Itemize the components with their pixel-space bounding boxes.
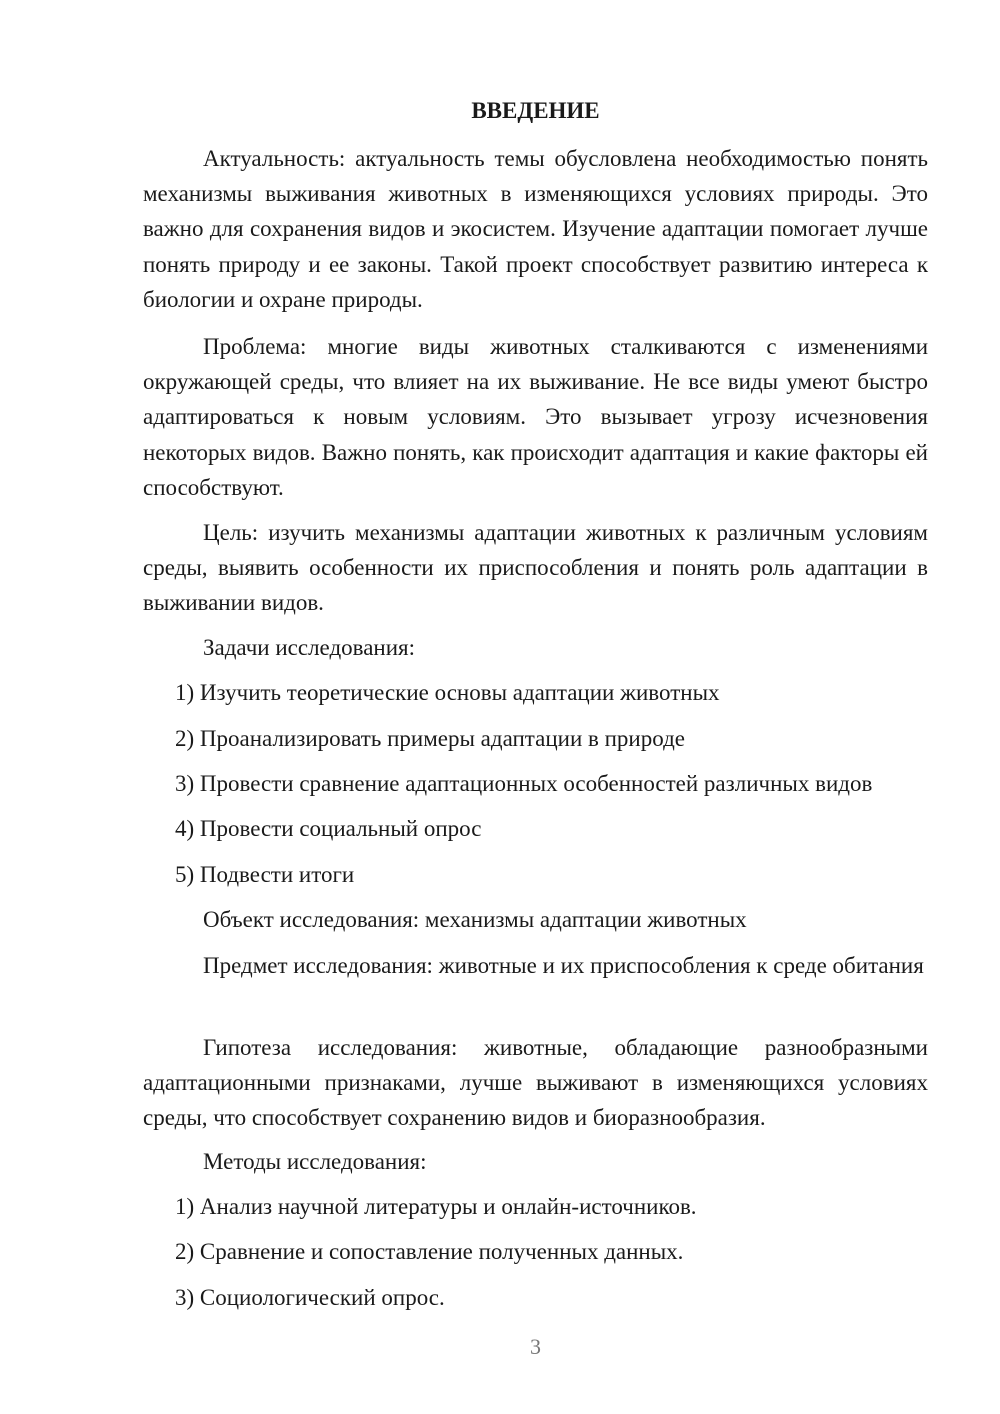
task-item: 5) Подвести итоги — [175, 862, 355, 887]
method-item: 2) Сравнение и сопоставление полученных данных. — [175, 1239, 684, 1264]
task-item: 2) Проанализировать примеры адаптации в природе — [175, 726, 685, 751]
hypothesis-paragraph: Гипотеза исследования: животные, обладающие разнообразными адаптационными признаками, лучше выживают в изменяющихся условиях среды, что способствует сохранению видов и биоразнообразия. — [143, 1035, 928, 1131]
relevance-paragraph: Актуальность: актуальность темы обусловлена необходимостью понять механизмы выживания животных в изменяющихся условиях природы. Это важно для сохранения видов и экосистем. Изучение адаптации помогает лучше понять природу и ее законы. Такой проект способствует развитию интереса к биологии и охране природы. — [143, 146, 928, 312]
method-item: 1) Анализ научной литературы и онлайн-источников. — [175, 1194, 697, 1219]
method-item: 3) Социологический опрос. — [175, 1285, 445, 1310]
page-number: 3 — [530, 1334, 541, 1359]
problem-paragraph: Проблема: многие виды животных сталкиваются с изменениями окружающей среды, что влияет на их выживание. Не все виды умеют быстро адаптироваться к новым условиям. Это вызывает угрозу исчезновения некоторых видов. Важно понять, как происходит адаптация и какие факторы ей способствуют. — [143, 334, 928, 500]
object-paragraph: Объект исследования: механизмы адаптации животных — [203, 907, 747, 932]
goal-paragraph: Цель: изучить механизмы адаптации животных к различным условиям среды, выявить особенности их приспособления и понять роль адаптации в выживании видов. — [143, 520, 928, 616]
tasks-heading: Задачи исследования: — [203, 635, 416, 660]
document-page — [143, 0, 928, 1414]
task-item: 1) Изучить теоретические основы адаптации животных — [175, 680, 720, 705]
task-item: 3) Провести сравнение адаптационных особенностей различных видов — [175, 771, 873, 796]
methods-heading: Методы исследования: — [203, 1149, 427, 1174]
subject-paragraph: Предмет исследования: животные и их приспособления к среде обитания — [203, 953, 924, 978]
page-title: ВВЕДЕНИЕ — [471, 98, 600, 123]
task-item: 4) Провести социальный опрос — [175, 816, 482, 841]
